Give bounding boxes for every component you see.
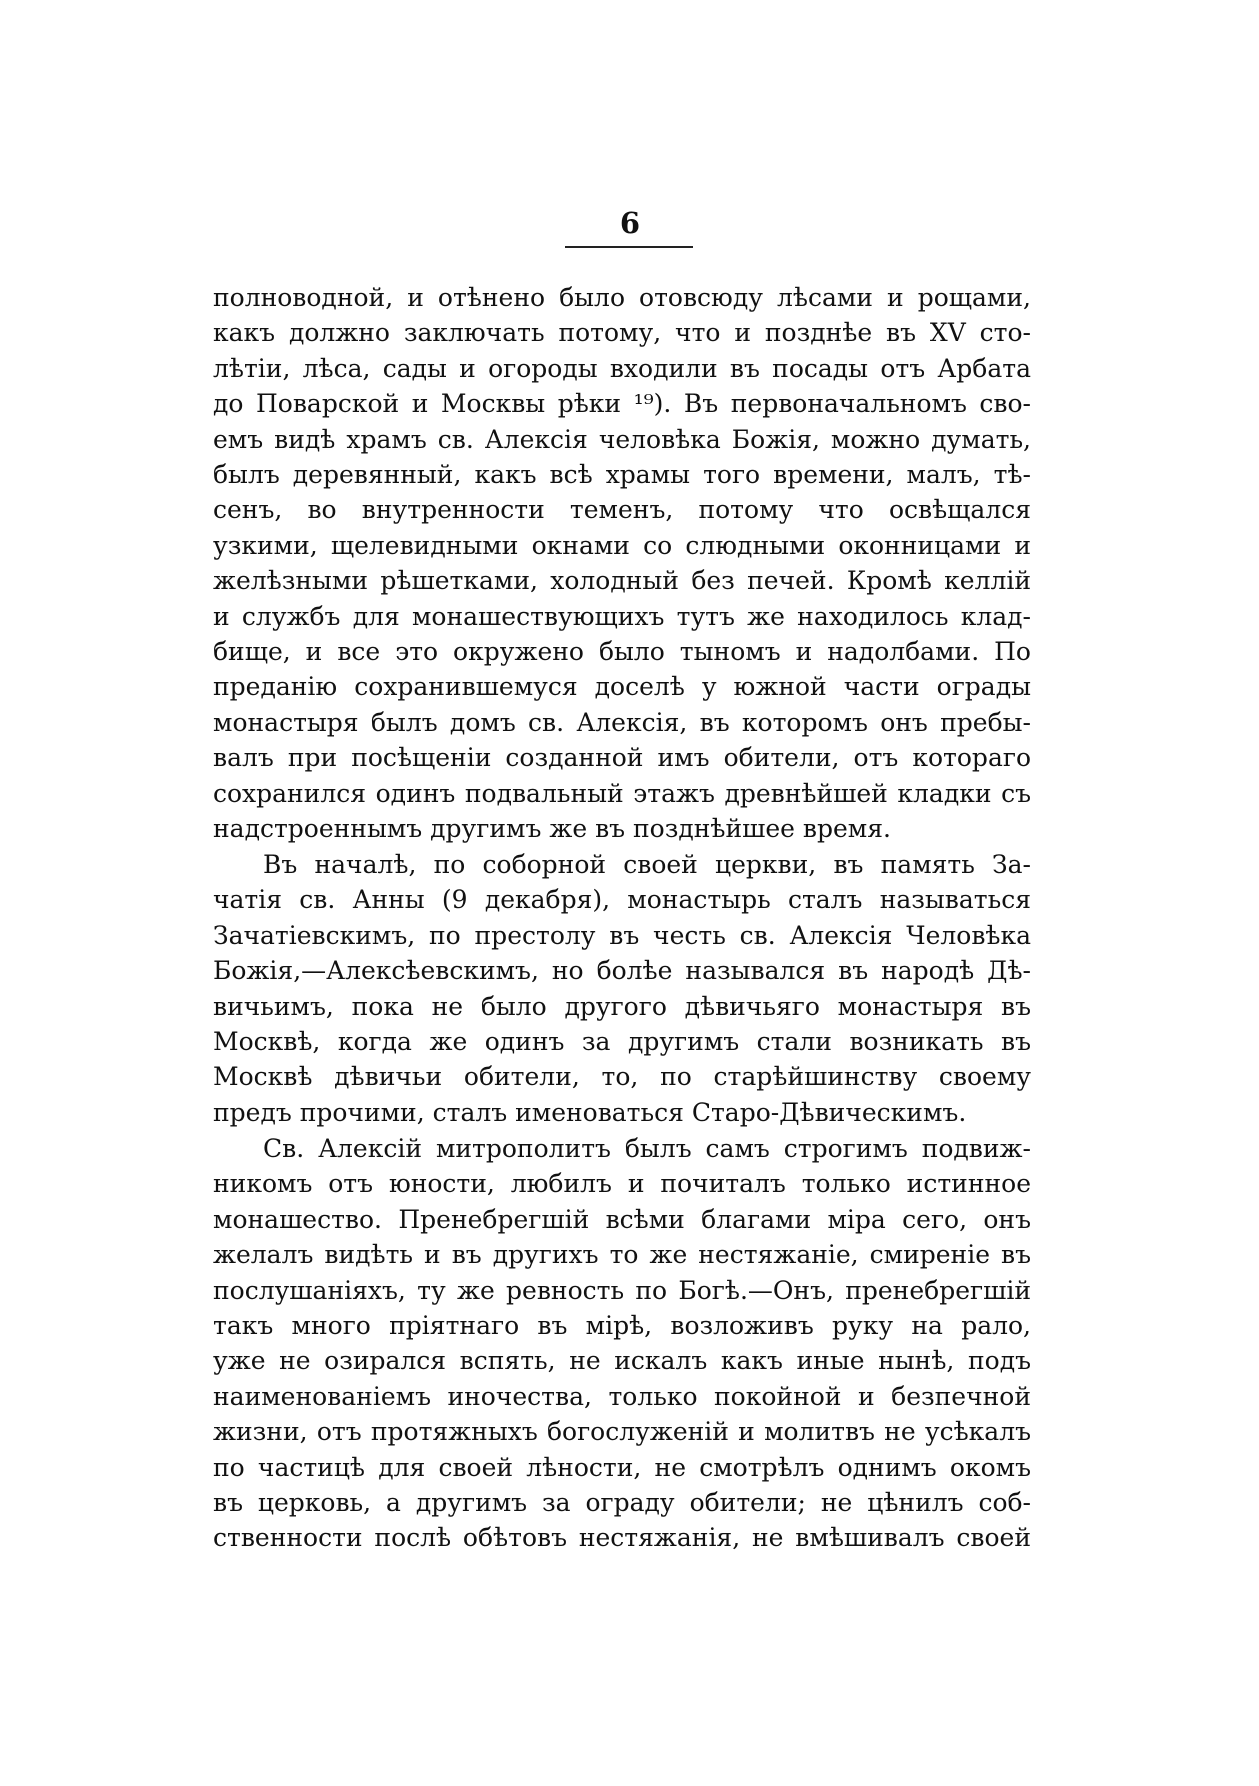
text-line: бище, и все это окружено было тыномъ и надолбами. По [213,637,1031,666]
text-line: Св. Алексій митрополитъ былъ самъ строгимъ подвиж- [263,1134,1031,1163]
page-number-rule [565,246,693,248]
text-line: такъ много пріятнаго въ мірѣ, возложивъ руку на рало, [213,1311,1031,1340]
text-line: какъ должно заключать потому, что и позднѣе въ XV сто- [213,318,1031,348]
text-line: преданію сохранившемуся доселѣ у южной части ограды [213,672,1031,702]
text-line: желѣзными рѣшетками, холодный без печей. Кромѣ келлій [213,566,1031,596]
text-line: въ церковь, а другимъ за ограду обители; не цѣнилъ соб- [213,1488,1031,1517]
text-line: Божія,—Алексѣевскимъ, но болѣе назывался въ народѣ Дѣ- [213,956,1031,986]
text-line: надстроеннымъ другимъ же въ позднѣйшее время. [213,814,891,843]
text-line: ственности послѣ обѣтовъ нестяжанія, не вмѣшивалъ своей [213,1523,1031,1553]
text-line: сенъ, во внутренности теменъ, потому что освѣщался [213,495,1031,525]
text-line: вичьимъ, пока не было другого дѣвичьяго монастыря въ [213,991,1031,1021]
text-line: жизни, отъ протяжныхъ богослуженій и молитвъ не усѣкалъ [213,1417,1031,1447]
text-line: и службъ для монашествующихъ тутъ же находилось клад- [213,601,1031,631]
text-line: Москвѣ, когда же одинъ за другимъ стали возникать въ [213,1027,1031,1056]
text-line: емъ видѣ храмъ св. Алексія человѣка Божія, можно думать, [213,424,1031,454]
text-line: монастыря былъ домъ св. Алексія, въ которомъ онъ пребы- [213,707,1031,737]
text-line: лѣтіи, лѣса, сады и огороды входили въ посады отъ Арбата [213,353,1031,383]
text-line: Москвѣ дѣвичьи обители, то, по старѣйшинству своему [213,1062,1031,1092]
text-line: уже не озирался вспять, не искалъ какъ иные нынѣ, подъ [213,1346,1031,1376]
text-line: никомъ отъ юности, любилъ и почиталъ только истинное [213,1169,1031,1199]
text-line: желалъ видѣть и въ другихъ то же нестяжаніе, смиреніе въ [213,1240,1031,1270]
page-number: 6 [619,206,641,240]
text-line: Въ началѣ, по соборной своей церкви, въ память За- [263,850,1031,879]
text-line: наименованіемъ иночества, только покойной и безпечной [213,1381,1031,1411]
text-line: Зачатіевскимъ, по престолу въ честь св. Алексія Человѣка [213,920,1031,950]
text-line: валъ при посѣщеніи созданной имъ обители, отъ котораго [213,743,1031,773]
text-line: монашество. Пренебрегшій всѣми благами міра сего, онъ [213,1204,1031,1234]
text-line: по частицѣ для своей лѣности, не смотрѣлъ однимъ окомъ [213,1452,1031,1482]
text-line: послушаніяхъ, ту же ревность по Богѣ.—Онъ, пренебрегшій [213,1275,1031,1305]
text-line: былъ деревянный, какъ всѣ храмы того времени, малъ, тѣ- [213,460,1031,489]
text-line: предъ прочими, сталъ именоваться Старо-Дѣвическимъ. [213,1097,967,1127]
text-line: сохранился одинъ подвальный этажъ древнѣйшей кладки съ [213,778,1031,808]
text-line: узкими, щелевидными окнами со слюдными оконницами и [213,530,1031,560]
text-line: до Поварской и Москвы рѣки ¹⁹). Въ первоначальномъ сво- [213,389,1031,419]
text-line: чатія св. Анны (9 декабря), монастырь сталъ называться [213,885,1031,915]
text-line: полноводной, и отѣнено было отовсюду лѣсами и рощами, [213,283,1031,312]
